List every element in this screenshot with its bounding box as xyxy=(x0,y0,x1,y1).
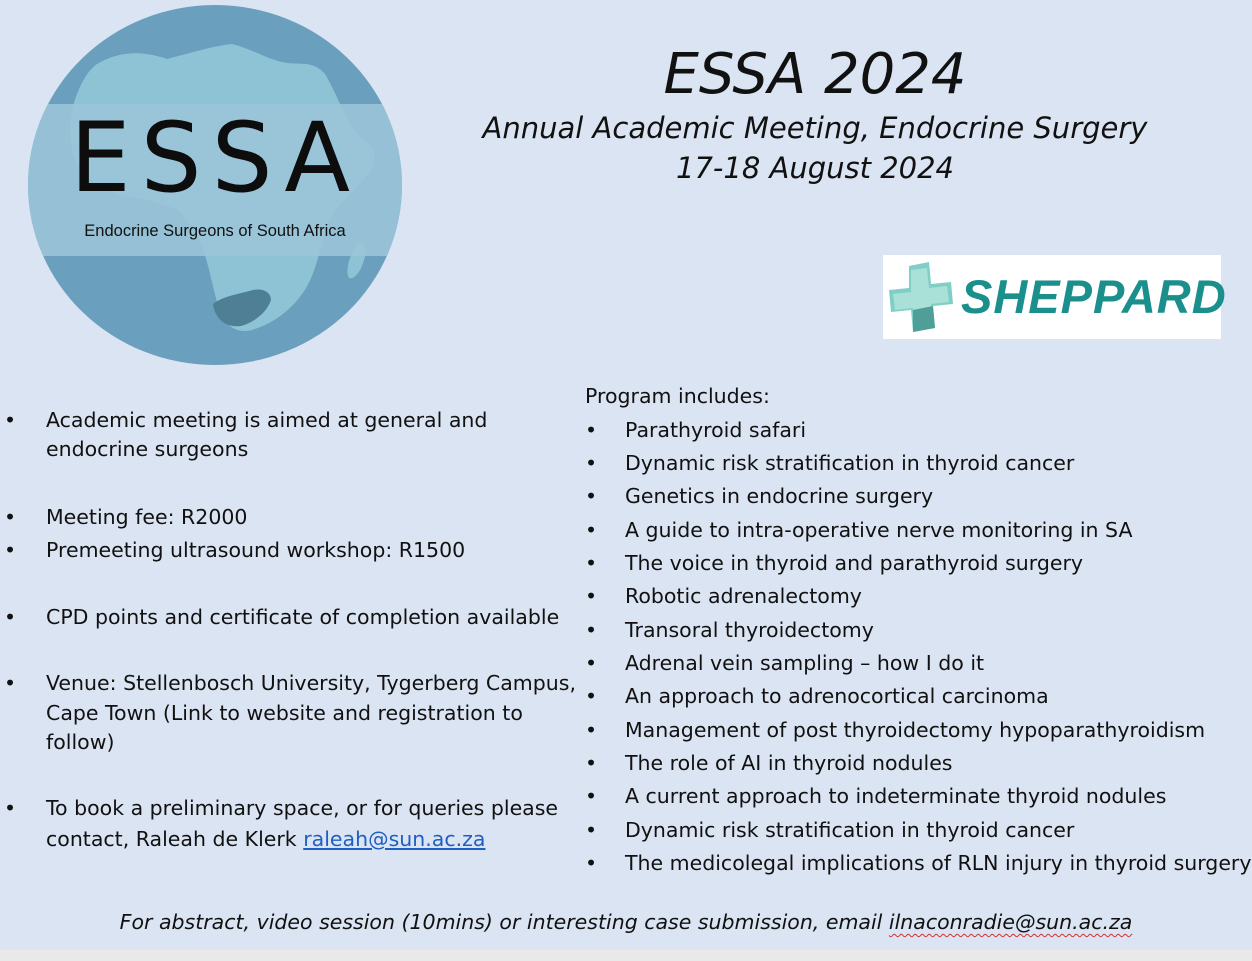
bullet: • xyxy=(4,408,17,432)
program-item-label: Dynamic risk stratification in thyroid cancer xyxy=(625,818,1075,842)
program-item xyxy=(585,581,1245,611)
program-item xyxy=(585,815,1245,845)
workshop-text: Premeeting ultrasound workshop: R1500 xyxy=(46,538,466,562)
program-item xyxy=(585,615,1245,645)
bottom-divider xyxy=(0,950,1252,961)
bullet: • xyxy=(585,518,598,542)
logo-title: ESSA xyxy=(70,102,360,214)
program-item-label: Parathyroid safari xyxy=(625,418,807,442)
sponsor-logo xyxy=(883,255,1227,339)
bullet: • xyxy=(585,651,598,675)
program-item-label: The medicolegal implications of RLN injury in thyroid surgery xyxy=(625,851,1252,875)
event-subtitle: Annual Academic Meeting, Endocrine Surgery xyxy=(482,111,1148,145)
bullet: • xyxy=(4,671,17,695)
bullet: • xyxy=(585,451,598,475)
program-item-label: A current approach to indeterminate thyroid nodules xyxy=(625,784,1167,808)
program-item xyxy=(585,448,1245,478)
event-title: ESSA 2024 xyxy=(663,42,967,107)
bullet: • xyxy=(4,605,17,629)
bullet: • xyxy=(585,684,598,708)
program-item-label: Management of post thyroidectomy hypoparathyroidism xyxy=(625,718,1206,742)
program-item xyxy=(585,748,1245,778)
cpd-text: CPD points and certificate of completion available xyxy=(46,605,560,629)
submission-footer xyxy=(0,906,1252,938)
bullet: • xyxy=(585,484,598,508)
program-item-label: Adrenal vein sampling – how I do it xyxy=(625,651,985,675)
bullet: • xyxy=(585,818,598,842)
program-item-label: Genetics in endocrine surgery xyxy=(625,484,934,508)
program-item-label: The voice in thyroid and parathyroid surgery xyxy=(625,551,1084,575)
program-item xyxy=(585,715,1245,745)
bullet: • xyxy=(4,538,17,562)
booking-contact xyxy=(46,824,485,854)
audience-text-2: endocrine surgeons xyxy=(46,437,249,461)
bullet: • xyxy=(4,505,17,529)
venue-text: Venue: Stellenbosch University, Tygerberg Campus, xyxy=(46,671,576,695)
fee-text: Meeting fee: R2000 xyxy=(46,505,248,529)
program-item-label: Dynamic risk stratification in thyroid cancer xyxy=(625,451,1075,475)
bullet: • xyxy=(585,718,598,742)
contact-email-link[interactable]: raleah@sun.ac.za xyxy=(303,827,486,851)
footer-text: For abstract, video session (10mins) or interesting case submission, email xyxy=(119,910,889,934)
bullet: • xyxy=(585,584,598,608)
program-item-label: The role of AI in thyroid nodules xyxy=(625,751,953,775)
event-header xyxy=(460,42,1170,188)
venue-text-3: follow) xyxy=(46,730,115,754)
program-item-label: Transoral thyroidectomy xyxy=(625,618,874,642)
bullet: • xyxy=(585,784,598,808)
bullet: • xyxy=(4,796,17,820)
booking-text: To book a preliminary space, or for queries please xyxy=(46,796,559,820)
bullet: • xyxy=(585,418,598,442)
footer-email[interactable]: ilnaconradie@sun.ac.za xyxy=(888,910,1133,934)
essa-logo xyxy=(27,4,403,366)
program-heading: Program includes: xyxy=(585,384,770,408)
program-item xyxy=(585,848,1252,878)
logo-subtitle: Endocrine Surgeons of South Africa xyxy=(84,222,346,240)
program-item xyxy=(585,648,1245,678)
program-item-label: A guide to intra-operative nerve monitoring in SA xyxy=(625,518,1133,542)
bullet: • xyxy=(585,751,598,775)
program-item xyxy=(585,548,1245,578)
program-item xyxy=(585,415,1245,445)
program-item-label: An approach to adrenocortical carcinoma xyxy=(625,684,1049,708)
sponsor-name: SHEPPARD xyxy=(961,270,1227,323)
bullet: • xyxy=(585,618,598,642)
program-item xyxy=(585,781,1245,811)
booking-contact-name: contact, Raleah de Klerk xyxy=(46,827,297,851)
event-dates: 17-18 August 2024 xyxy=(676,151,954,185)
program-item xyxy=(585,515,1245,545)
medical-cross-icon xyxy=(887,262,953,332)
program-item xyxy=(585,681,1245,711)
program-item-label: Robotic adrenalectomy xyxy=(625,584,862,608)
venue-text-2: Cape Town (Link to website and registration to xyxy=(46,701,523,725)
bullet: • xyxy=(585,851,598,875)
program-item xyxy=(585,481,1245,511)
bullet: • xyxy=(585,551,598,575)
audience-text: Academic meeting is aimed at general and xyxy=(46,408,488,432)
